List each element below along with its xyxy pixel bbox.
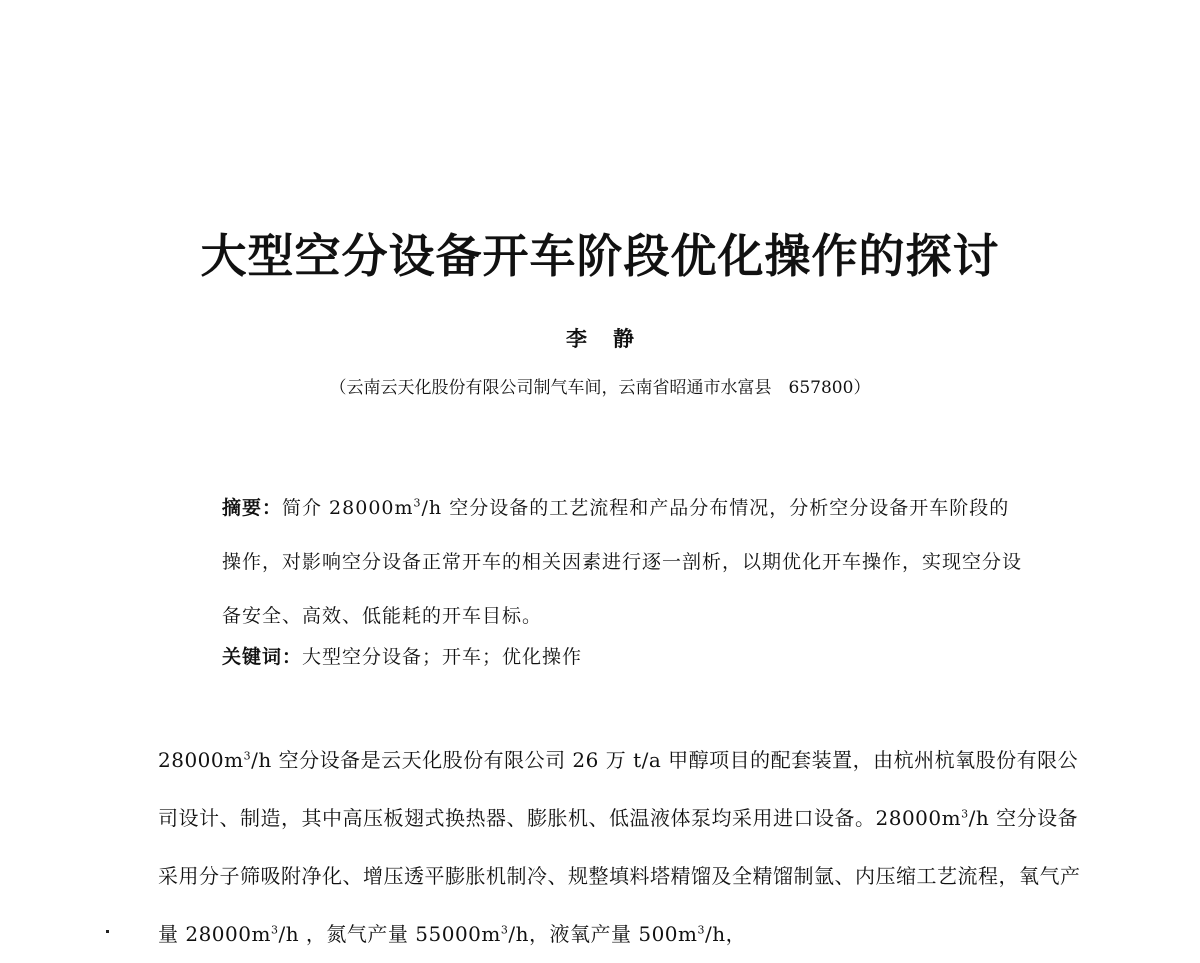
body-sup-2: 3: [961, 807, 969, 821]
body-text-3: /h 空分设备采用分子筛吸附净化、增压透平膨胀机制冷、规整填料塔精馏及全精馏制氩、内压缩工艺流程，氧气产量 28000m: [158, 806, 1081, 946]
body-text-5: /h，液氧产量 500m: [508, 922, 698, 946]
body-sup-4: 3: [500, 923, 509, 937]
abstract-body: [168, 481, 1028, 643]
body-text-1: 28000m: [158, 748, 244, 772]
body-text-6: /h，: [705, 922, 747, 946]
author-name: 李静: [566, 327, 660, 351]
keywords-label: 关键词：: [222, 646, 303, 668]
paper-title: 大型空分设备开车阶段优化操作的探讨: [200, 229, 1000, 283]
abstract-text-1: 简介 28000m: [282, 497, 414, 519]
abstract-label: 摘要：: [222, 497, 283, 519]
body-sup-3: 3: [270, 923, 279, 937]
body-text-4: /h ，氮气产量 55000m: [278, 922, 501, 946]
author-affiliation: （云南云天化股份有限公司制气车间，云南省昭通市水富县 657800）: [329, 378, 871, 398]
abstract-paragraph: [168, 481, 1028, 643]
body-paragraph: [108, 731, 1083, 963]
keywords-line: [222, 640, 582, 674]
body-sup-5: 3: [697, 923, 705, 937]
abstract-sup-1: 3: [413, 496, 422, 510]
abstract-text-2: /h 空分设备的工艺流程和产品分布情况，分析空分设备开车阶段的操作，对影响空分设备正常开车的相关因素进行逐一剖析，以期优化开车操作，实现空分设备安全、高效、低能耗的开车目标。: [222, 497, 1023, 627]
keywords-text: 大型空分设备；开车；优化操作: [302, 646, 583, 668]
body-paragraph-1: [108, 731, 1083, 963]
scan-speck: [106, 930, 109, 933]
body-text-2: /h 空分设备是云天化股份有限公司 26 万 t/a 甲醇项目的配套装置，由杭州杭氧股份有限公司设计、制造，其中高压板翅式换热器、膨胀机、低温液体泵均采用进口设备。28000m: [158, 748, 1079, 830]
body-sup-1: 3: [243, 749, 252, 763]
